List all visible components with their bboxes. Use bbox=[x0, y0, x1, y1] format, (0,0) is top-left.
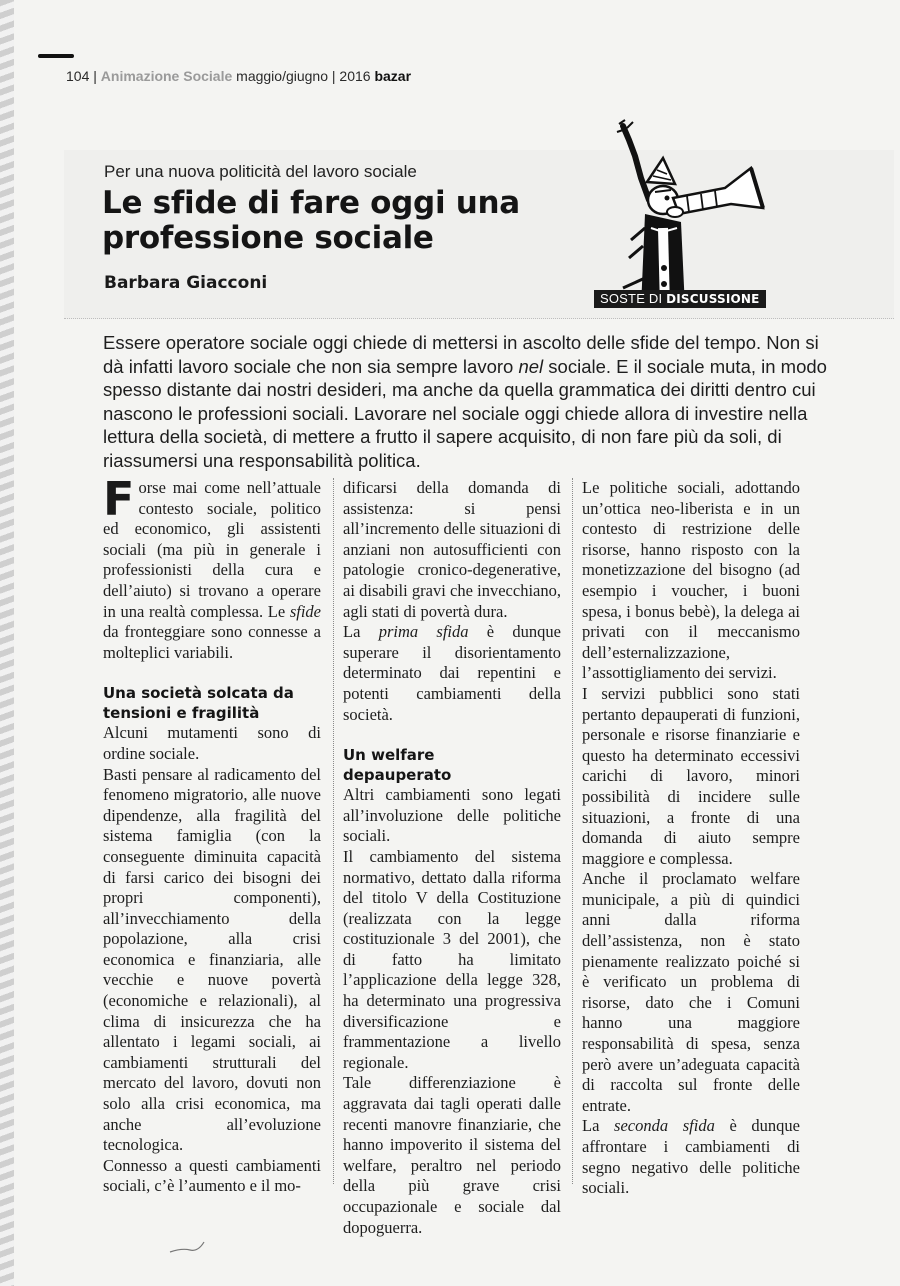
article-column-1 bbox=[103, 472, 321, 1197]
body-paragraph: dificarsi della domanda di assistenza: si pensi all’incremento delle situazioni di anziani non autosufficienti con patologie cronico-degenerative, ai disabili gravi che invecchiano, agli stati di povertà dura. bbox=[343, 478, 561, 621]
body-paragraph: Le politiche sociali, adottando un’ottica neo-liberista e in un contesto di restrizione delle risorse, hanno risposto con la monetizzazione del bisogno (ad esempio i voucher, i buoni spesa, i bonus bebè), la delega ai privati con il meccanismo dell’esternalizzazione, l’assottigliamento dei servizi. bbox=[582, 478, 800, 683]
magazine-name: Animazione Sociale bbox=[100, 68, 233, 84]
running-head bbox=[66, 68, 411, 84]
body-italic: prima sfida bbox=[378, 622, 469, 642]
body-paragraph: Basti pensare al radicamento del fenomeno migratorio, alle nuove dipendenze, alla fragilità del sistema famiglia (con la conseguente diminuita capacità di farsi carico dei bisogni dei propri componenti), all’invecchiamento della popolazione, alla crisi economica e finanziaria, alle vecchie e nuove povertà (economiche e relazionali), al clima di insicurezza che ha allentato i legami sociali, ai cambiamenti strutturali del mercato del lavoro, dovuti non solo alla crisi economica, ma anche all’evoluzione tecnologica. bbox=[103, 764, 321, 1155]
binding-edge bbox=[0, 0, 14, 1286]
intro-text-a: orse mai come nell’attuale contesto sociale, politico ed economico, gli assistenti sociali (ma più in generale i professionisti della cura e dell’aiuto) si trovano a operare in una realtà complessa. Le bbox=[103, 478, 321, 621]
article-title: Le sfide di fare oggi una professione sociale bbox=[102, 185, 520, 256]
intro-text-b: da fronteggiare sono connesse a molteplici variabili. bbox=[103, 622, 321, 662]
lede-text-1: Essere operatore sociale oggi chiede di mettersi in ascolto delle sfide del tempo. Non si dà infatti lavoro sociale che non sia sempre lavoro bbox=[103, 332, 819, 377]
section-name: bazar bbox=[374, 68, 412, 84]
column-divider bbox=[333, 478, 334, 1184]
issue-date: maggio/giugno | 2016 bbox=[232, 68, 375, 84]
intro-paragraph bbox=[103, 472, 321, 663]
badge-label: DISCUSSIONE bbox=[666, 292, 760, 306]
lede-text-2: sociale. E il sociale muta, in modo spesso distante dai nostri desideri, ma anche da quella grammatica dei diritti dentro cui nascono le professioni sociali. Lavorare nel sociale oggi chiede allora di investire nella lettura della società, di mettere a frutto il sapere acquisito, di non fare più da soli, di riassumersi una responsabilità politica. bbox=[103, 355, 827, 471]
body-text: è dunque affrontare i cambiamenti di segno negativo delle politiche sociali. bbox=[582, 1116, 800, 1198]
body-text: La bbox=[343, 622, 379, 642]
body-text: è dunque superare il disorientamento determinato dai repentini e potenti cambiamenti della società. bbox=[343, 622, 561, 724]
body-paragraph: Tale differenziazione è aggravata dai tagli operati dalle recenti manovre finanziarie, che hanno impoverito il sistema del welfare, peraltro nel periodo della più grave crisi occupazionale e sociale dal dopoguerra. bbox=[343, 1073, 561, 1237]
lede-italic: nel bbox=[518, 355, 544, 377]
section-badge bbox=[594, 290, 766, 308]
article-kicker: Per una nuova politicità del lavoro sociale bbox=[104, 162, 417, 181]
article-lede bbox=[103, 331, 843, 473]
article-column-3 bbox=[582, 478, 800, 1199]
body-paragraph bbox=[582, 1116, 800, 1198]
body-paragraph: Anche il proclamato welfare municipale, a più di quindici anni dalla riforma dell’assistenza, non è stato pienamente realizzato poiché si è verificato un problema di risorse, dato che i Comuni hanno una maggiore responsabilità di spesa, senza però avere un’adeguata capacità di raccolta sul fronte delle entrate. bbox=[582, 869, 800, 1115]
body-paragraph bbox=[343, 622, 561, 725]
subhead: Una società solcata da tensioni e fragilità bbox=[103, 684, 294, 723]
pen-mark bbox=[168, 1238, 208, 1258]
body-italic: seconda sfida bbox=[614, 1116, 715, 1136]
article-column-2 bbox=[343, 478, 561, 1238]
intro-italic: sfide bbox=[289, 601, 321, 621]
body-paragraph: Alcuni mutamenti sono di ordine sociale. bbox=[103, 723, 321, 763]
megaphone-figure-illustration bbox=[605, 118, 795, 308]
badge-prefix: SOSTE DI bbox=[600, 291, 667, 306]
page-corner-mark bbox=[38, 54, 74, 58]
running-head-separator: | bbox=[89, 68, 101, 84]
body-paragraph: Connesso a questi cambiamenti sociali, c’è l’aumento e il mo- bbox=[103, 1155, 321, 1196]
body-text: La bbox=[582, 1116, 615, 1136]
body-paragraph: Il cambiamento del sistema normativo, dettato dalla riforma del titolo V della Costituzione (realizzata con la legge costituzionale 3 del 2001), che di fatto ha limitato l’applicazione della legge 328, ha determinato una progressiva diversificazione e frammentazione a livello regionale. bbox=[343, 846, 561, 1072]
body-paragraph: Altri cambiamenti sono legati all’involuzione delle politiche sociali. bbox=[343, 785, 561, 846]
subhead: Un welfare depauperato bbox=[343, 746, 452, 785]
body-paragraph: I servizi pubblici sono stati pertanto depauperati di funzioni, personale e risorse finanziarie e questo ha determinato eccessivi carichi di lavoro, minori possibilità di incidere sulle situazioni, a fronte di una domanda di aiuto sempre maggiore e complessa. bbox=[582, 683, 800, 868]
drop-cap: F bbox=[103, 472, 135, 526]
page-number: 104 bbox=[66, 68, 90, 84]
article-author: Barbara Giacconi bbox=[104, 273, 268, 293]
column-divider bbox=[572, 478, 573, 1184]
